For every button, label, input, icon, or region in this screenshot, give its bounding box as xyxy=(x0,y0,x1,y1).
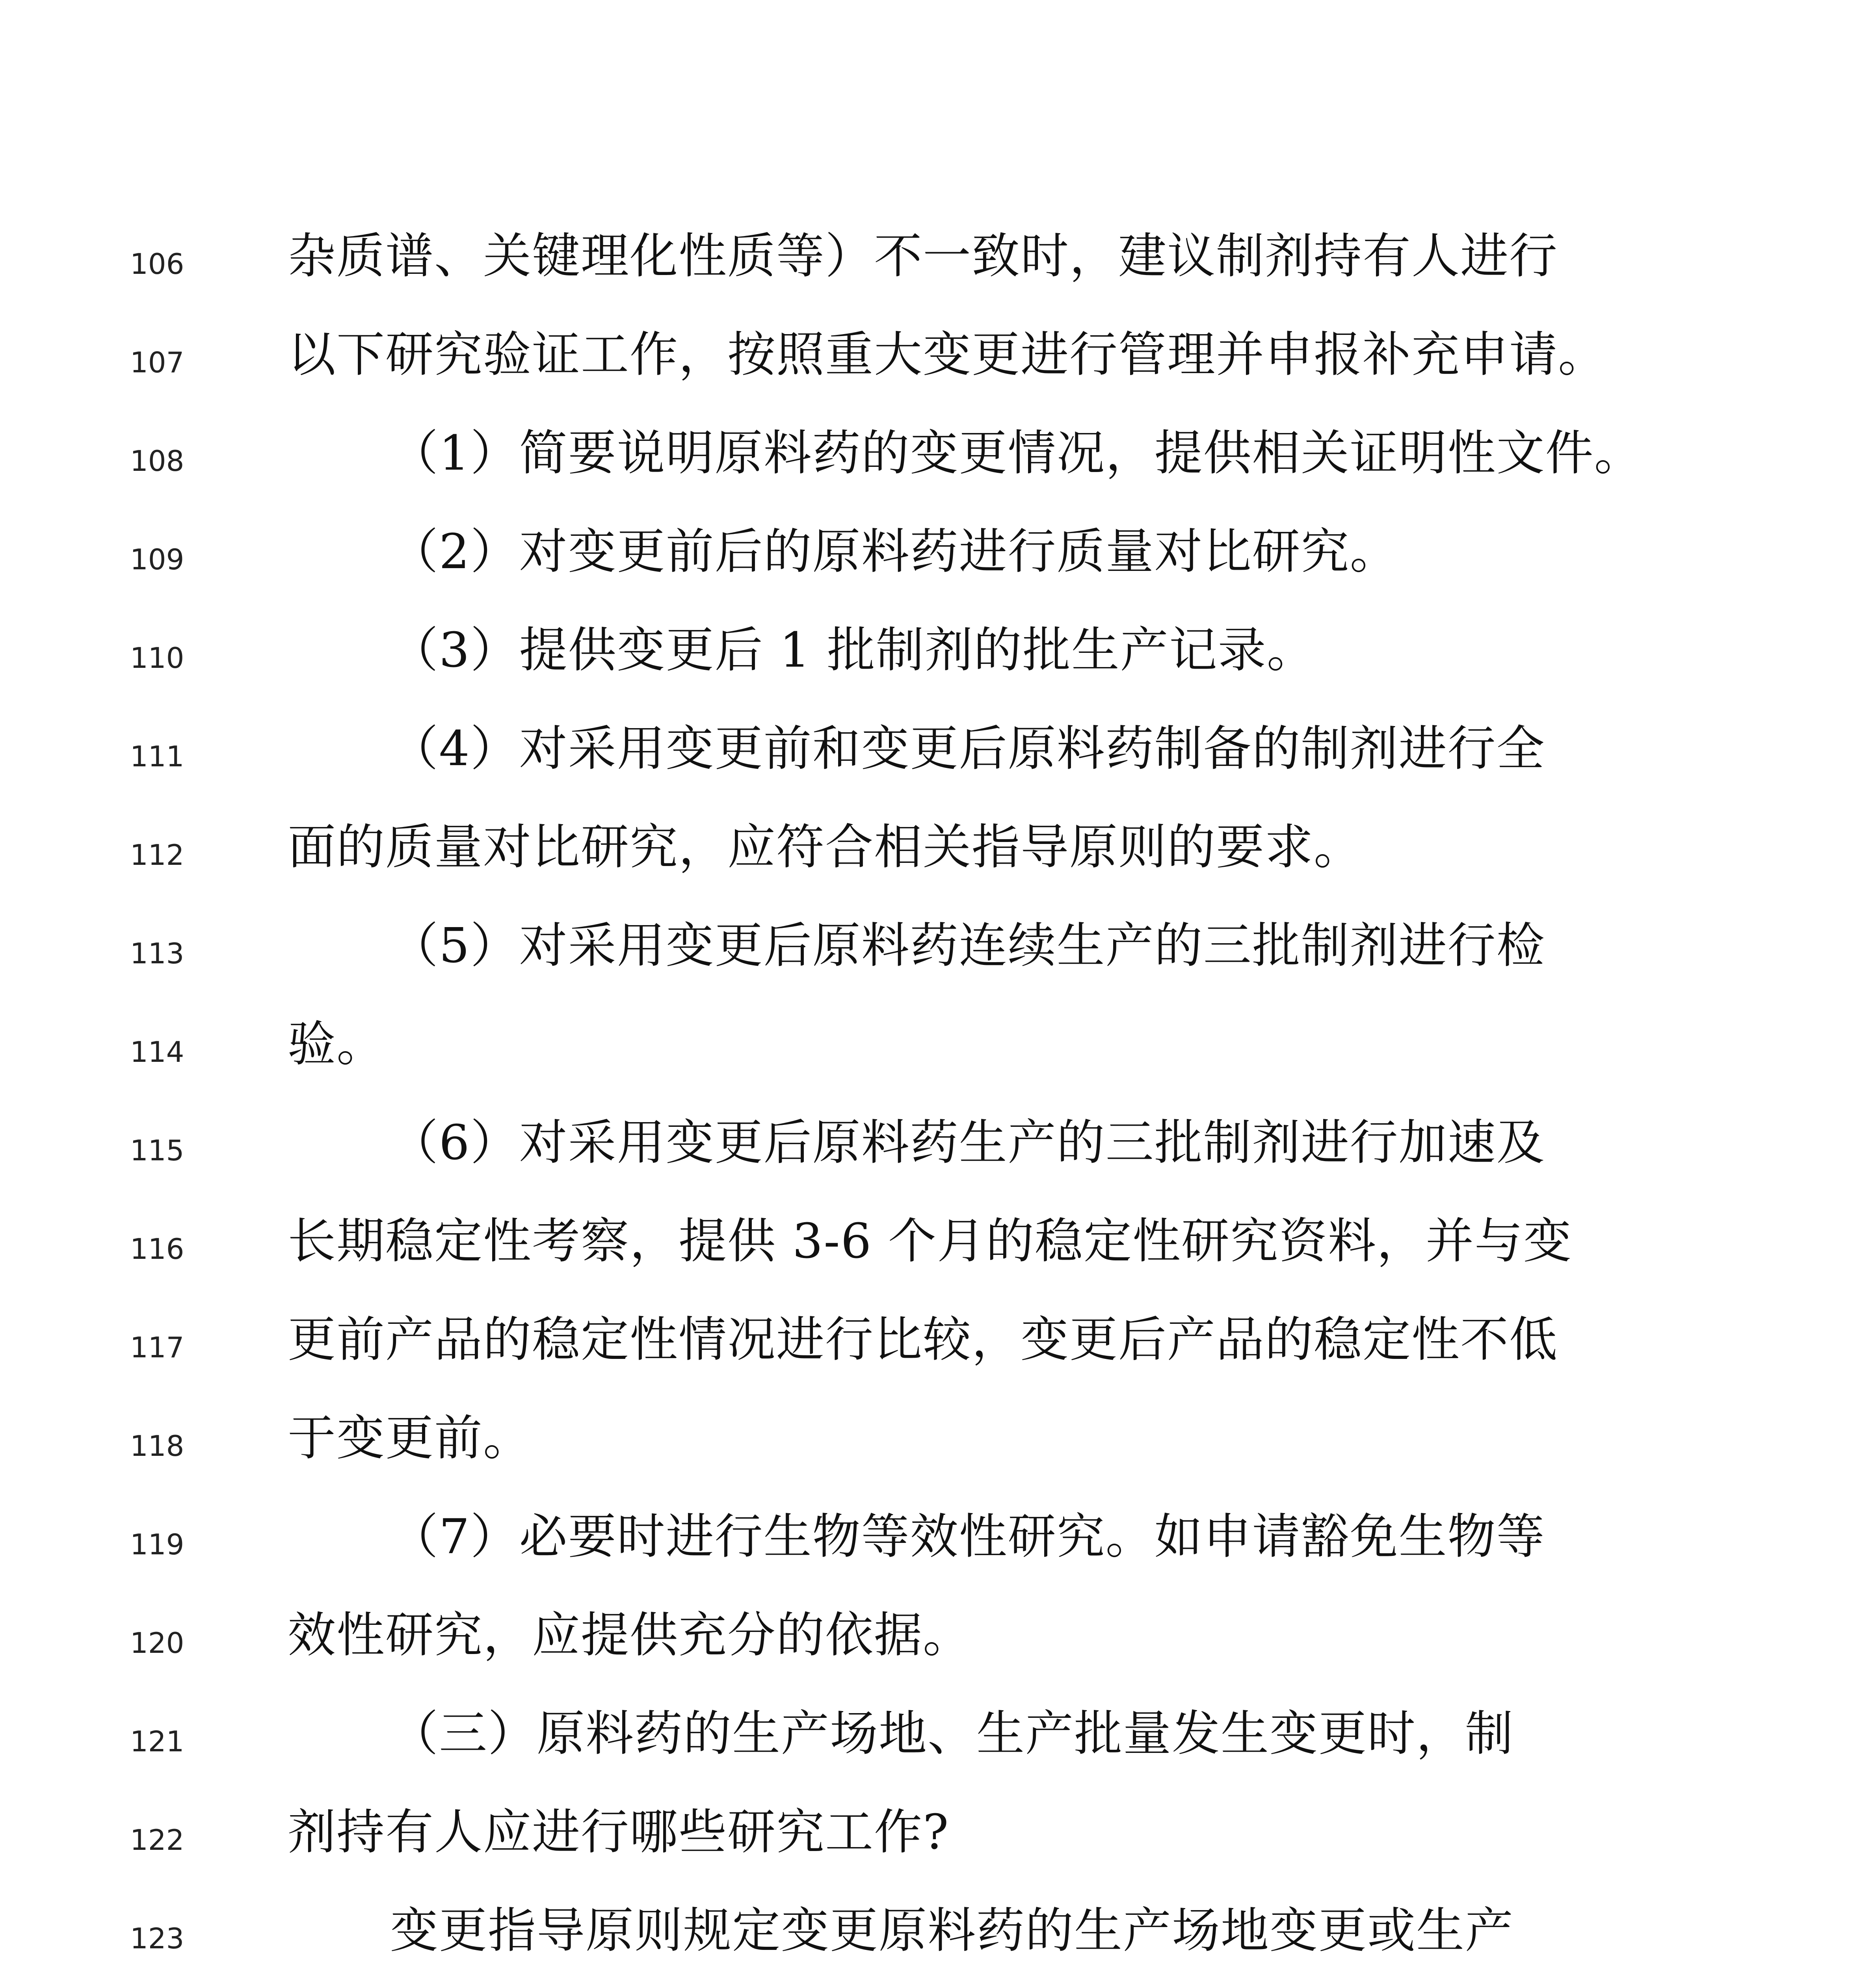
line-number: 118 xyxy=(130,1429,184,1463)
line-number: 114 xyxy=(130,1035,184,1069)
line-116 xyxy=(0,1190,1876,1288)
line-109 xyxy=(0,500,1876,599)
line-112 xyxy=(0,796,1876,894)
line-text: 变更指导原则规定变更原料药的生产场地变更或生产 xyxy=(390,1903,1514,1959)
line-number: 106 xyxy=(130,247,184,281)
line-text: 杂质谱、关键理化性质等）不一致时，建议制剂持有人进行 xyxy=(288,228,1558,284)
line-text: （5）对采用变更后原料药连续生产的三批制剂进行检 xyxy=(390,918,1545,974)
line-number: 111 xyxy=(130,740,184,773)
line-number: 115 xyxy=(130,1134,184,1167)
line-text: 更前产品的稳定性情况进行比较，变更后产品的稳定性不低 xyxy=(288,1312,1558,1368)
line-text: （7）必要时进行生物等效性研究。如申请豁免生物等 xyxy=(390,1509,1545,1565)
line-text: （4）对采用变更前和变更后原料药制备的制剂进行全 xyxy=(390,721,1545,777)
line-117 xyxy=(0,1288,1876,1387)
line-110 xyxy=(0,599,1876,697)
line-text: （6）对采用变更后原料药生产的三批制剂进行加速及 xyxy=(390,1115,1545,1171)
line-number: 112 xyxy=(130,838,184,872)
line-122 xyxy=(0,1781,1876,1879)
line-115 xyxy=(0,1091,1876,1190)
line-number: 116 xyxy=(130,1232,184,1266)
line-106 xyxy=(0,205,1876,303)
line-number: 119 xyxy=(130,1528,184,1561)
line-text: 效性研究，应提供充分的依据。 xyxy=(288,1607,972,1663)
line-121 xyxy=(0,1682,1876,1781)
line-text: （1）简要说明原料药的变更情况，提供相关证明性文件。 xyxy=(390,425,1643,481)
line-text: （3）提供变更后 1 批制剂的批生产记录。 xyxy=(390,622,1316,678)
line-123 xyxy=(0,1879,1876,1970)
line-text: （2）对变更前后的原料药进行质量对比研究。 xyxy=(390,524,1399,580)
line-114 xyxy=(0,993,1876,1091)
line-number: 107 xyxy=(130,346,184,379)
line-number: 108 xyxy=(130,444,184,478)
line-120 xyxy=(0,1584,1876,1682)
line-text: 验。 xyxy=(288,1016,385,1072)
line-number: 109 xyxy=(130,543,184,576)
line-text: 以下研究验证工作，按照重大变更进行管理并申报补充申请。 xyxy=(288,327,1607,383)
line-text: （三）原料药的生产场地、生产批量发生变更时，制 xyxy=(390,1706,1514,1762)
line-number: 110 xyxy=(130,641,184,675)
line-number: 120 xyxy=(130,1626,184,1660)
line-number: 117 xyxy=(130,1331,184,1364)
line-number: 121 xyxy=(130,1725,184,1758)
line-text: 于变更前。 xyxy=(288,1410,532,1466)
line-text: 长期稳定性考察，提供 3-6 个月的稳定性研究资料，并与变 xyxy=(288,1213,1573,1269)
line-text: 剂持有人应进行哪些研究工作? xyxy=(288,1804,950,1860)
line-number: 113 xyxy=(130,937,184,970)
line-107 xyxy=(0,303,1876,402)
line-111 xyxy=(0,697,1876,796)
line-118 xyxy=(0,1387,1876,1485)
line-119 xyxy=(0,1485,1876,1584)
line-108 xyxy=(0,402,1876,500)
line-number: 123 xyxy=(130,1922,184,1955)
line-113 xyxy=(0,894,1876,993)
line-number: 122 xyxy=(130,1823,184,1857)
line-text: 面的质量对比研究，应符合相关指导原则的要求。 xyxy=(288,819,1363,875)
